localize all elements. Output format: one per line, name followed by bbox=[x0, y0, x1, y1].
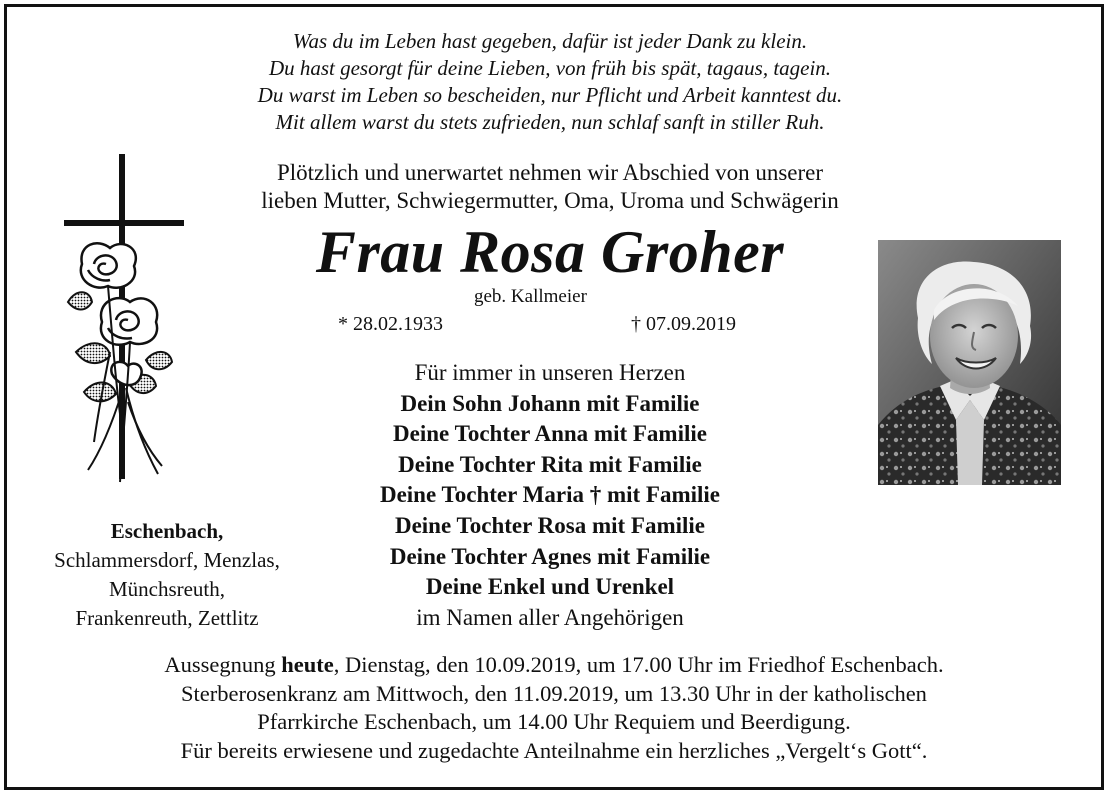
thanks-line: Für bereits erwiesene und zugedachte Anteilnahme ein herzliches „Vergelt‘s Gott“. bbox=[180, 737, 928, 763]
rose-top-icon bbox=[81, 243, 136, 288]
intro-line: lieben Mutter, Schwiegermutter, Oma, Uroma und Schwägerin bbox=[261, 188, 839, 213]
service-details bbox=[0, 651, 1108, 765]
mourner-line: Deine Tochter Rita mit Familie bbox=[398, 451, 702, 477]
place-line: Frankenreuth, Zettlitz bbox=[75, 606, 259, 630]
poem-line: Du warst im Leben so bescheiden, nur Pflicht und Arbeit kanntest du. bbox=[257, 83, 843, 107]
birth-date: * 28.02.1933 bbox=[338, 313, 443, 335]
poem-line: Mit allem warst du stets zufrieden, nun schlaf sanft in stiller Ruh. bbox=[275, 110, 825, 134]
deceased-name: Frau Rosa Groher bbox=[315, 219, 785, 285]
mourners-list bbox=[300, 358, 800, 633]
service-line-1-start: Aussegnung bbox=[164, 652, 282, 677]
portrait-photo bbox=[878, 240, 1061, 485]
poem-line: Du hast gesorgt für deine Lieben, von früh bis spät, tagaus, tagein. bbox=[268, 56, 832, 80]
service-today: heute bbox=[281, 652, 334, 677]
poem-line: Was du im Leben hast gegeben, dafür ist jeder Dank zu klein. bbox=[292, 29, 808, 53]
service-line-2: Sterberosenkranz am Mittwoch, den 11.09.2019, um 13.30 Uhr in der katholischen bbox=[181, 680, 927, 706]
mourner-line: Deine Tochter Agnes mit Familie bbox=[389, 543, 711, 569]
service-line-3: Pfarrkirche Eschenbach, um 14.00 Uhr Requiem und Beerdigung. bbox=[257, 709, 851, 734]
maiden-name: geb. Kallmeier bbox=[474, 286, 587, 307]
place-line: Schlammersdorf, Menzlas, bbox=[54, 548, 280, 572]
cross-horizontal-beam bbox=[64, 220, 184, 226]
mourners-heading: Für immer in unseren Herzen bbox=[414, 360, 686, 385]
place-line: Münchsreuth, bbox=[108, 577, 226, 601]
mourner-line: Deine Tochter Anna mit Familie bbox=[393, 421, 707, 447]
mourner-line: Deine Enkel und Urenkel bbox=[425, 574, 675, 600]
poem bbox=[0, 28, 1100, 136]
cross-with-roses-illustration bbox=[50, 152, 185, 492]
place-main: Eschenbach, bbox=[110, 519, 224, 543]
death-date: † 07.09.2019 bbox=[631, 313, 736, 335]
mourner-line: Deine Tochter Rosa mit Familie bbox=[394, 512, 706, 538]
place-of-residence bbox=[22, 517, 312, 633]
service-line-1-end: , Dienstag, den 10.09.2019, um 17.00 Uhr im Friedhof Eschenbach. bbox=[333, 652, 944, 677]
service-line-1 bbox=[0, 651, 1108, 680]
mourner-line: Dein Sohn Johann mit Familie bbox=[400, 390, 700, 416]
mourner-line: Deine Tochter Maria † mit Familie bbox=[379, 482, 721, 508]
intro-line: Plötzlich und unerwartet nehmen wir Abschied von unserer bbox=[276, 160, 824, 185]
mourners-closing: im Namen aller Angehörigen bbox=[416, 604, 684, 630]
